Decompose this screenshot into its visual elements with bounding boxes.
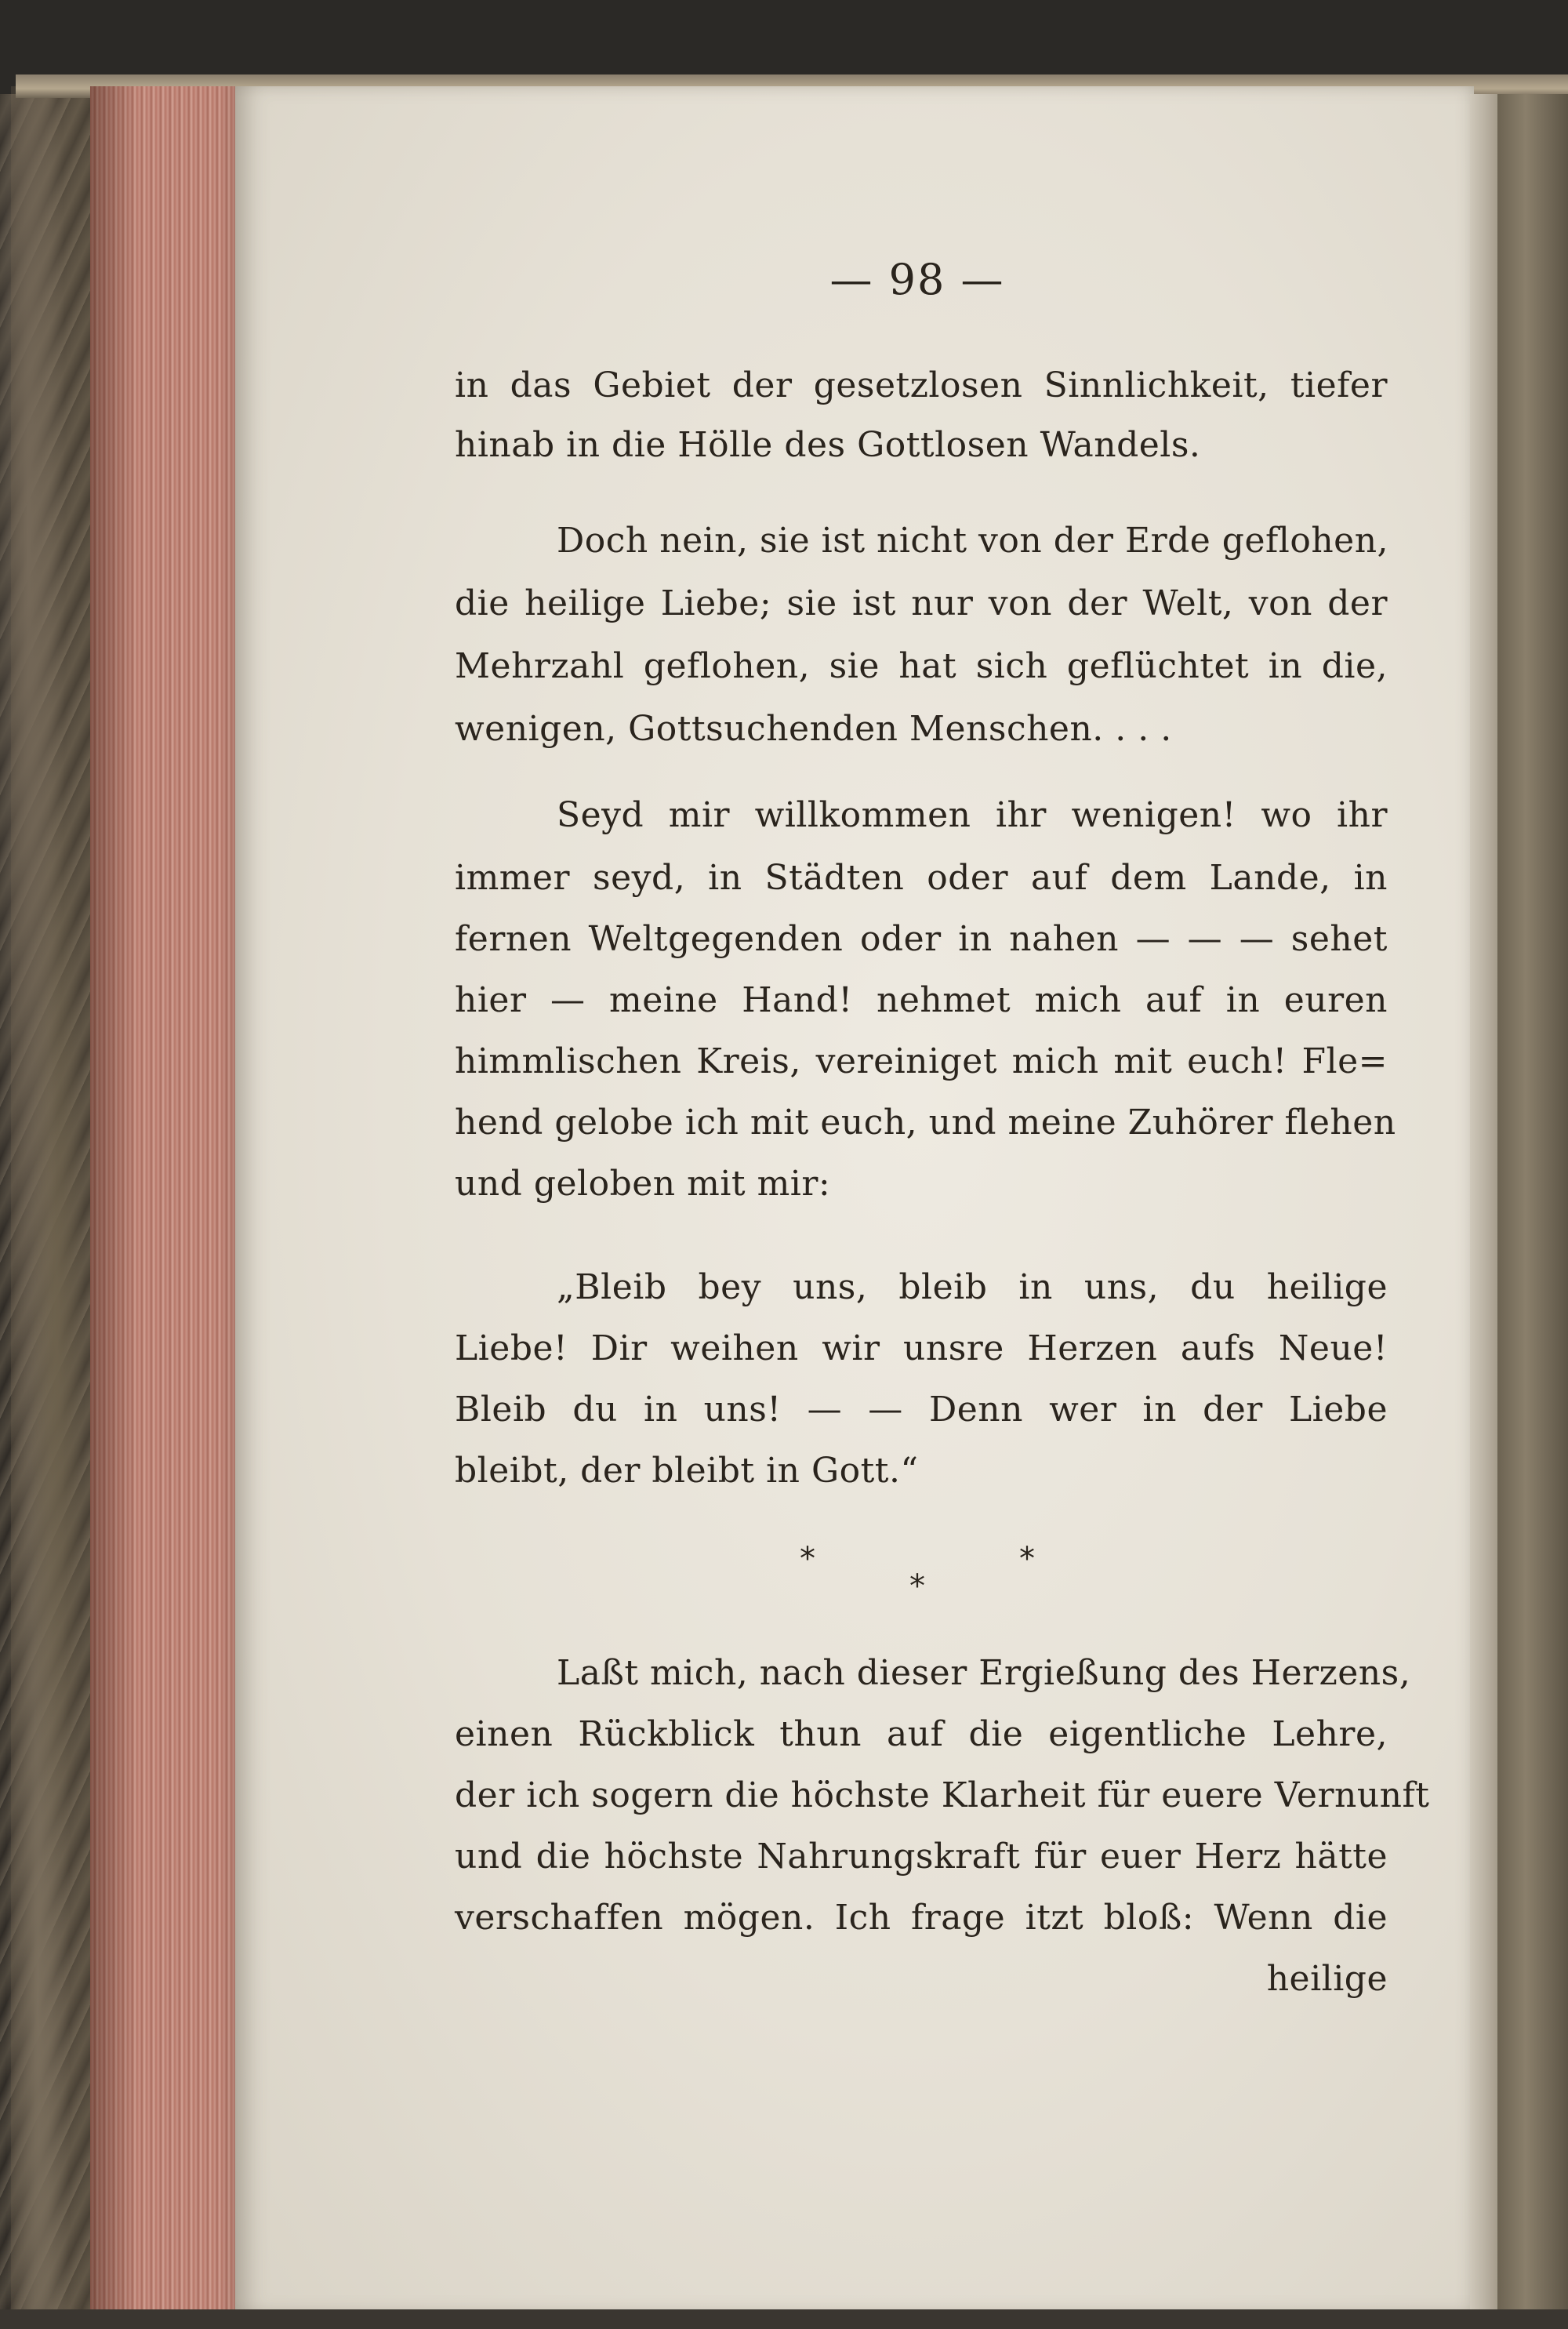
text-line: hinab in die Hölle des Gottlosen Wandels. — [455, 425, 1201, 465]
text-line: Seyd mir willkommen ihr wenigen! wo ihr — [557, 795, 1388, 835]
text-line: fernen Weltgegenden oder in nahen — — — sehet — [455, 919, 1388, 959]
text-line: einen Rückblick thun auf die eigentliche Lehre, — [455, 1714, 1388, 1754]
catchword: heilige — [1266, 1959, 1388, 1999]
asterisk-icon: * — [1019, 1541, 1035, 1577]
page-block-shade — [90, 86, 251, 2313]
asterisk-icon: * — [909, 1568, 925, 1604]
text-line: verschaffen mögen. Ich frage itzt bloß: Wenn die — [455, 1898, 1388, 1938]
text-line: in das Gebiet der gesetzlosen Sinnlichkeit, tiefer — [455, 365, 1388, 405]
text-line: immer seyd, in Städten oder auf dem Lande, in — [455, 858, 1388, 898]
page-number: — 98 — — [829, 255, 1005, 304]
text-line: Laßt mich, nach dieser Ergießung des Herzens, — [557, 1653, 1411, 1693]
text-line: hend gelobe ich mit euch, und meine Zuhörer flehen — [455, 1103, 1396, 1143]
bottom-background — [0, 2309, 1568, 2329]
text-line: bleibt, der bleibt in Gott.“ — [455, 1451, 919, 1491]
right-board-edge — [1497, 94, 1568, 2329]
text-line: Bleib du in uns! — — Denn wer in der Liebe — [455, 1390, 1388, 1430]
asterisk-icon: * — [800, 1541, 815, 1577]
text-line: und die höchste Nahrungskraft für euer Herz hätte — [455, 1837, 1388, 1877]
page-gutter — [1470, 94, 1501, 2313]
text-line: die heilige Liebe; sie ist nur von der Welt, von der — [455, 583, 1388, 623]
text-line: der ich sogern die höchste Klarheit für euere Vernunft — [455, 1775, 1430, 1815]
text-line: Liebe! Dir weihen wir unsre Herzen aufs Neue! — [455, 1328, 1388, 1368]
text-line: und geloben mit mir: — [455, 1164, 831, 1204]
text-line: Mehrzahl geflohen, sie hat sich geflüchtet in die, — [455, 646, 1388, 686]
text-line: wenigen, Gottsuchenden Menschen. . . . — [455, 709, 1172, 749]
text-line: hier — meine Hand! nehmet mich auf in euren — [455, 980, 1388, 1020]
text-line: „Bleib bey uns, bleib in uns, du heilige — [557, 1267, 1388, 1307]
text-line: Doch nein, sie ist nicht von der Erde geflohen, — [557, 521, 1389, 561]
text-line: himmlischen Kreis, vereiniget mich mit euch! Fle= — [455, 1041, 1388, 1081]
